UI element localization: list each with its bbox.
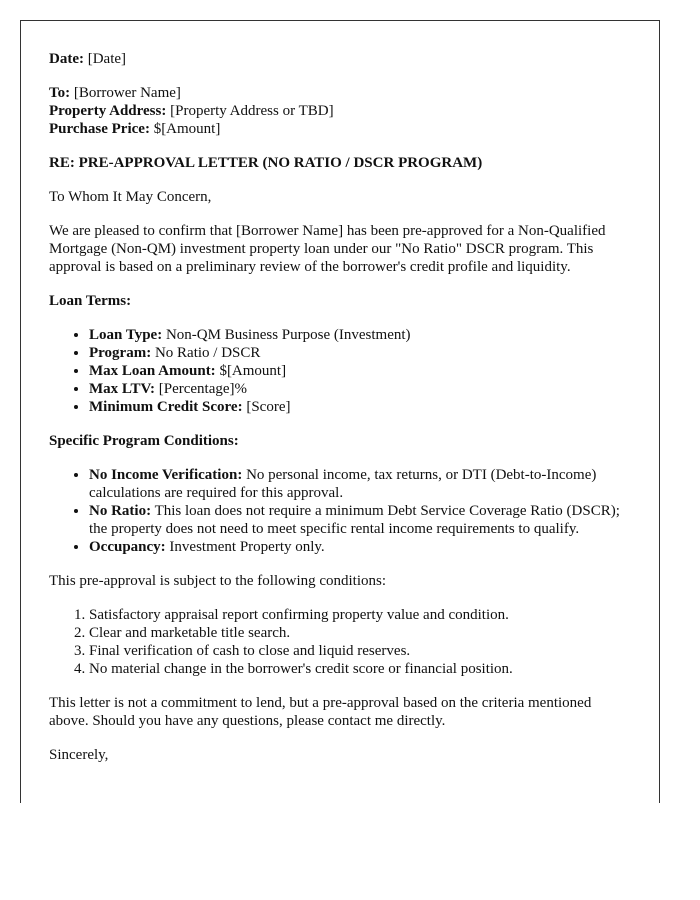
program-conditions-heading: Specific Program Conditions:	[49, 433, 239, 449]
list-item: • No Ratio: This loan does not require a minimum Debt Service Coverage Ratio (DSCR); the property does not need to meet specific rental income requirements to qualify.	[89, 502, 631, 538]
list-item: • Loan Type: Non-QM Business Purpose (Investment)	[89, 326, 631, 344]
closing: Sincerely,	[49, 747, 109, 763]
recipient-block: To: [Borrower Name] Property Address: [Property Address or TBD] Purchase Price: $[Amount]	[49, 85, 334, 137]
conditions-intro: This pre-approval is subject to the following conditions:	[49, 573, 387, 589]
letter-document	[20, 20, 660, 803]
loan-terms-list	[49, 326, 631, 416]
list-item: 3. Final verification of cash to close and liquid reserves.	[89, 642, 631, 660]
list-item: • Minimum Credit Score: [Score]	[89, 398, 631, 416]
date-line: Date: [Date]	[49, 51, 127, 67]
conditions-list	[49, 606, 631, 678]
list-item: 1. Satisfactory appraisal report confirming property value and condition.	[89, 606, 631, 624]
disclaimer-paragraph: This letter is not a commitment to lend, but a pre-approval based on the criteria mentioned above. Should you have any questions, please contact me directly.	[49, 695, 592, 729]
re-line: RE: PRE-APPROVAL LETTER (NO RATIO / DSCR PROGRAM)	[49, 155, 483, 171]
list-item: • Occupancy: Investment Property only.	[89, 538, 631, 556]
list-item: • Max Loan Amount: $[Amount]	[89, 362, 631, 380]
list-item: • No Income Verification: No personal income, tax returns, or DTI (Debt-to-Income) calculations are required for this approval.	[89, 466, 631, 502]
list-item: • Max LTV: [Percentage]%	[89, 380, 631, 398]
intro-paragraph: We are pleased to confirm that [Borrower Name] has been pre-approved for a Non-Qualified Mortgage (Non-QM) investment property loan under our "No Ratio" DSCR program. This approval is based on a preliminary review of the borrower's credit profile and liquidity.	[49, 223, 606, 275]
program-conditions-list	[49, 466, 631, 556]
salutation: To Whom It May Concern,	[49, 189, 212, 205]
list-item: 2. Clear and marketable title search.	[89, 624, 631, 642]
list-item: • Program: No Ratio / DSCR	[89, 344, 631, 362]
loan-terms-heading: Loan Terms:	[49, 293, 132, 309]
list-item: 4. No material change in the borrower's credit score or financial position.	[89, 660, 631, 678]
